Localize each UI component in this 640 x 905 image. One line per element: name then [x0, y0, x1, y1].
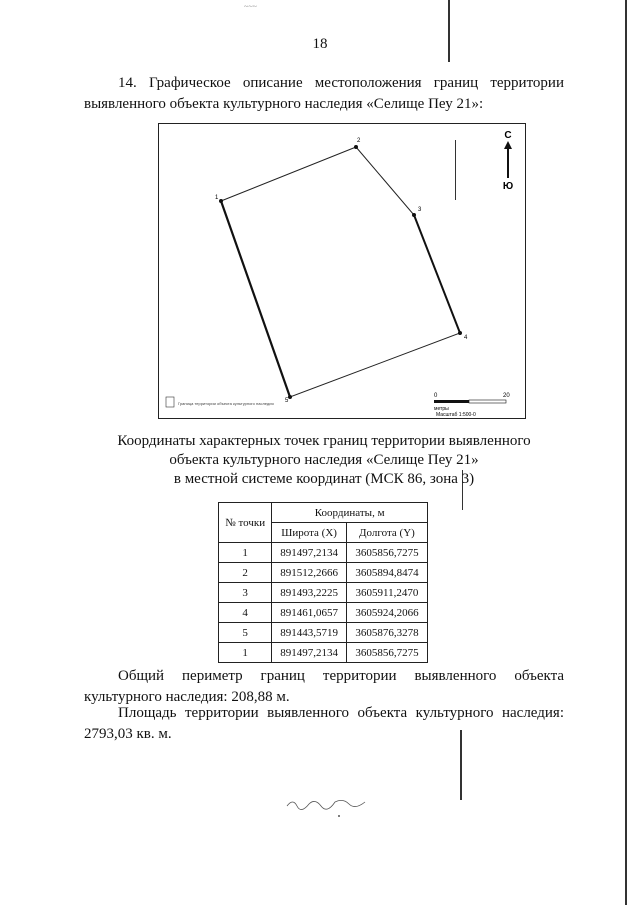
- legend-text: Граница территории объекта культурного наследия: [178, 401, 274, 406]
- boundary-edge-3-4: [414, 215, 460, 333]
- compass-south-label: Ю: [502, 181, 514, 192]
- scale-bar: [434, 393, 510, 418]
- point-marker-5: [288, 395, 292, 399]
- table-row: [219, 623, 428, 643]
- point-marker-1: [219, 199, 223, 203]
- cell-y: 3605924,2066: [346, 603, 427, 623]
- table-row: [219, 583, 428, 603]
- point-label-2: 2: [357, 138, 361, 144]
- cell-point: 1: [219, 543, 272, 563]
- cell-x: 891512,2666: [272, 563, 347, 583]
- table-row: [219, 543, 428, 563]
- section-heading-text: Графическое описание местоположения границ территории выявленного объекта культурного наследия «Селище Пеу 21»:: [84, 75, 564, 112]
- header-latitude: Широта (X): [272, 523, 347, 543]
- table-row: [219, 563, 428, 583]
- coordinates-table: [218, 502, 428, 663]
- point-label-3: 3: [418, 207, 422, 213]
- boundary-polygon: [221, 147, 460, 397]
- header-point-number: № точки: [219, 503, 272, 543]
- cell-y: 3605911,2470: [346, 583, 427, 603]
- compass-north-label: С: [504, 130, 512, 141]
- point-label-4: 4: [464, 335, 468, 341]
- cell-point: 4: [219, 603, 272, 623]
- cell-x: 891461,0657: [272, 603, 347, 623]
- header-longitude: Долгота (Y): [346, 523, 427, 543]
- caption-line-2: объекта культурного наследия «Селище Пеу 21»: [169, 452, 479, 468]
- scale-start-label: 0: [434, 393, 438, 399]
- cell-point: 3: [219, 583, 272, 603]
- boundary-map-drawing: [158, 123, 526, 419]
- cell-point: 5: [219, 623, 272, 643]
- perimeter-paragraph: Общий периметр границ территории выявленного объекта культурного наследия: 208,88 м.: [84, 668, 564, 705]
- cell-point: 1: [219, 643, 272, 663]
- cell-y: 3605856,7275: [346, 543, 427, 563]
- cell-x: 891443,5719: [272, 623, 347, 643]
- cell-y: 3605856,7275: [346, 643, 427, 663]
- area-paragraph: Площадь территории выявленного объекта культурного наследия: 2793,03 кв. м.: [84, 705, 564, 742]
- scan-line-right-5: [625, 0, 627, 905]
- legend-swatch: [166, 397, 174, 407]
- caption-line-1: Координаты характерных точек границ территории выявленного: [117, 433, 531, 449]
- boundary-edge-1-5: [221, 201, 290, 397]
- caption-line-3: в местной системе координат (МСК 86, зона 3): [173, 471, 475, 487]
- table-row: [219, 603, 428, 623]
- compass-icon: [503, 130, 513, 192]
- point-marker-3: [412, 213, 416, 217]
- scale-ratio-label: Масштаб 1:500-0: [436, 412, 476, 418]
- cell-y: 3605894,8474: [346, 563, 427, 583]
- cell-x: 891497,2134: [272, 643, 347, 663]
- point-marker-4: [458, 331, 462, 335]
- table-row: [219, 643, 428, 663]
- scale-end-label: 20: [503, 393, 510, 399]
- table-caption: [84, 432, 564, 489]
- page-number: 18: [312, 36, 328, 52]
- signature-scribble: [283, 788, 373, 818]
- point-label-1: 1: [215, 195, 219, 201]
- scan-mark-top: ~~~: [244, 2, 257, 11]
- cell-x: 891493,2225: [272, 583, 347, 603]
- section-number: 14.: [118, 75, 137, 91]
- scale-units-label: метры: [434, 406, 449, 412]
- section-heading: [84, 73, 564, 115]
- point-marker-2: [354, 145, 358, 149]
- cell-point: 2: [219, 563, 272, 583]
- header-coordinates: Координаты, м: [272, 503, 428, 523]
- cell-x: 891497,2134: [272, 543, 347, 563]
- map-legend: [166, 397, 274, 407]
- point-label-5: 5: [285, 398, 289, 404]
- cell-y: 3605876,3278: [346, 623, 427, 643]
